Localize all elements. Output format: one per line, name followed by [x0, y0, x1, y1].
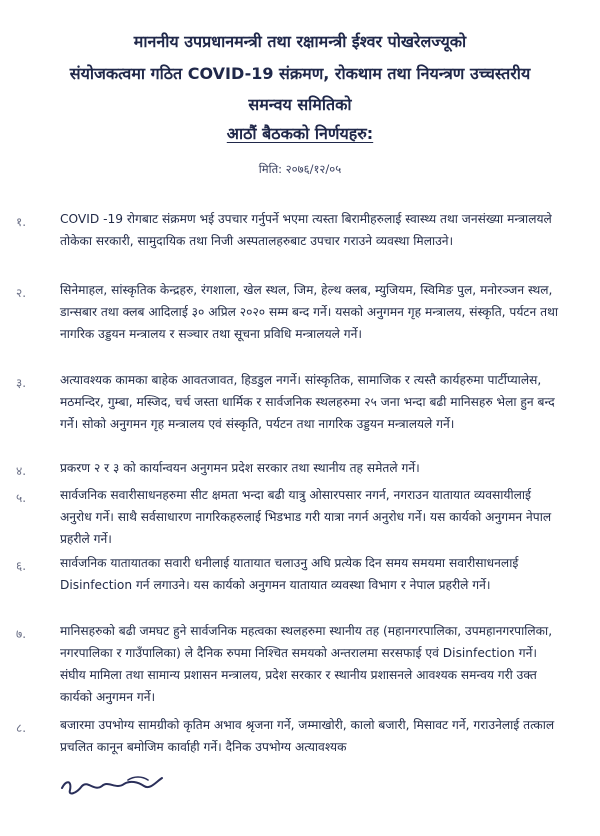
item-number: २. [16, 286, 27, 300]
item-number: ५. [16, 491, 27, 505]
decision-item-5: सार्वजनिक सवारीसाधनहरुमा सीट क्षमता भन्दा बढी यात्रु ओसारपसार नगर्न, नगराउन यातायात व्यवसायीलाई अनुरोध गर्ने। साथै सर्वसाधारण नागरिकहरुलाई भिडभाड गरी यात्रा नगर्न अनुरोध गर्ने। यस कार्यको अनुगमन नेपाल प्रहरीले गर्ने। [60, 488, 552, 546]
decision-item-1: COVID -19 रोगबाट संक्रमण भई उपचार गर्नुपर्ने भएमा त्यस्ता बिरामीहरुलाई स्वास्थ्य तथा जनसंख्या मन्त्रालयले तोकेका सरकारी, सामुदायिक तथा निजी अस्पतालहरुबाट उपचार गराउने व्यवस्था मिलाउने। [60, 212, 552, 248]
item-number: ३. [16, 376, 27, 390]
signature [58, 770, 168, 800]
decision-item-7: मानिसहरुको बढी जमघट हुने सार्वजनिक महत्वका स्थलहरुमा स्थानीय तह (महानगरपालिका, उपमहानगरपालिका, नगरपालिका र गाउँपालिका) ले दैनिक रुपमा निश्चित समयको अन्तरालमा सरसफाई एवं Disinfection गर्ने। संघीय मामिला तथा सामान्य प्रशासन मन्त्रालय, प्रदेश सरकार र स्थानीय प्रशासनले आवश्यक समन्वय गरी उक्त कार्यको अनुगमन गर्ने। [60, 624, 553, 704]
decision-item-3: अत्यावश्यक कामका बाहेक आवतजावत, हिडडुल नगर्ने। सांस्कृतिक, सामाजिक र त्यस्तै कार्यहरुमा पार्टीप्यालेस, मठमन्दिर, गुम्बा, मस्जिद, चर्च जस्ता धार्मिक र सार्वजनिक स्थलहरुमा २५ जना भन्दा बढी मानिसहरु भेला हुन बन्द गर्ने। सोको अनुगमन गृह मन्त्रालय एवं संस्कृति, पर्यटन तथा नागरिक उड्डयन मन्त्रालयले गर्ने। [60, 373, 555, 431]
header-line-3: समन्वय समितिको [248, 95, 352, 114]
header-line-2: संयोजकत्वमा गठित COVID-19 संक्रमण, रोकथाम तथा नियन्त्रण उच्चस्तरीय [69, 64, 531, 83]
item-number: ४. [16, 464, 27, 478]
meeting-date: मिति: २०७६/१२/०५ [258, 162, 342, 176]
item-number: ६. [16, 559, 27, 573]
decision-item-8: बजारमा उपभोग्य सामग्रीको कृतिम अभाव श्रृजना गर्ने, जम्माखोरी, कालो बजारी, मिसावट गर्ने, गराउनेलाई तत्काल प्रचलित कानून बमोजिम कार्वाही गर्ने। दैनिक उपभोग्य अत्यावश्यक [60, 718, 555, 754]
decision-item-4: प्रकरण २ र ३ को कार्यान्वयन अनुगमन प्रदेश सरकार तथा स्थानीय तह समेतले गर्ने। [60, 461, 420, 475]
decision-item-6: सार्वजनिक यातायातका सवारी धनीलाई यातायात चलाउनु अघि प्रत्येक दिन समय समयमा सवारीसाधनलाई Disinfection गर्न लगाउने। यस कार्यको अनुगमन यातायात व्यवस्था विभाग र नेपाल प्रहरीले गर्ने। [60, 556, 519, 592]
item-number: ८. [16, 721, 27, 735]
header-line-1: माननीय उपप्रधानमन्त्री तथा रक्षामन्त्री ईश्वर पोखरेलज्यूको [133, 32, 467, 51]
item-number: ७. [16, 627, 27, 641]
decision-item-2: सिनेमाहल, सांस्कृतिक केन्द्रहरु, रंगशाला, खेल स्थल, जिम, हेल्थ क्लब, म्युजियम, स्विमिङ पुल, मनोरञ्जन स्थल, डान्सबार तथा क्लब आदिलाई ३० अप्रिल २०२० सम्म बन्द गर्ने। यसको अनुगमन गृह मन्त्रालय, संस्कृति, पर्यटन तथा नागरिक उड्डयन मन्त्रालय र सञ्चार तथा सूचना प्रविधि मन्त्रालयले गर्ने। [60, 283, 559, 341]
item-number: १. [16, 215, 27, 229]
decisions-heading: आठौं बैठकको निर्णयहरु: [226, 124, 374, 143]
